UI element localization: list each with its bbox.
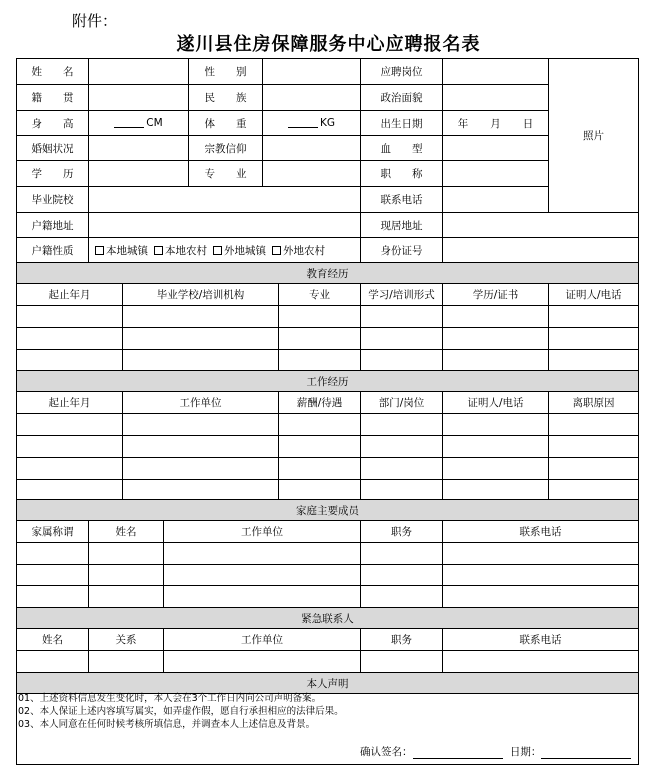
input-weight[interactable] (262, 110, 361, 136)
declaration-section-header: 本人声明 (16, 672, 639, 694)
label-ethnicity: 民 族 (188, 84, 263, 111)
label-religion: 宗教信仰 (188, 135, 263, 161)
input-name[interactable] (88, 58, 189, 85)
input-education[interactable] (88, 160, 189, 187)
label-birth: 出生日期 (360, 110, 443, 136)
work-input-cell[interactable] (548, 435, 639, 458)
family-input-cell[interactable] (88, 585, 164, 608)
family-input-cell[interactable] (88, 542, 164, 565)
work-input-cell[interactable] (360, 413, 443, 436)
input-birth[interactable] (442, 110, 549, 136)
label-education: 学 历 (16, 160, 89, 187)
emergency-input-cell[interactable] (360, 650, 443, 673)
education-input-cell[interactable] (122, 349, 279, 372)
education-col-header: 学习/培训形式 (360, 283, 443, 306)
label-hukou-addr: 户籍地址 (16, 212, 89, 238)
label-hukou-type: 户籍性质 (16, 237, 89, 263)
declaration-line-3: 03、本人同意在任何时候考核所填信息，并调查本人上述信息及背景。 (18, 719, 316, 730)
label-name: 姓 名 (16, 58, 89, 85)
input-title[interactable] (442, 160, 549, 187)
education-input-cell[interactable] (548, 327, 639, 350)
family-section-header: 家庭主要成员 (16, 499, 639, 521)
family-input-cell[interactable] (88, 564, 164, 586)
education-input-cell[interactable] (548, 305, 639, 328)
checkbox-icon[interactable] (213, 246, 222, 255)
work-input-cell[interactable] (442, 413, 549, 436)
work-input-cell[interactable] (442, 435, 549, 458)
education-input-cell[interactable] (278, 349, 361, 372)
emergency-col-header: 工作单位 (163, 628, 361, 651)
education-input-cell[interactable] (442, 305, 549, 328)
family-input-cell[interactable] (16, 542, 89, 565)
emergency-col-header: 关系 (88, 628, 164, 651)
education-col-header: 起止年月 (16, 283, 123, 306)
input-political[interactable] (442, 84, 549, 111)
input-id-no[interactable] (442, 237, 639, 263)
family-input-cell[interactable] (163, 564, 361, 586)
family-input-cell[interactable] (442, 564, 639, 586)
education-input-cell[interactable] (122, 305, 279, 328)
checkbox-icon[interactable] (272, 246, 281, 255)
family-input-cell[interactable] (442, 542, 639, 565)
input-school[interactable] (88, 186, 361, 213)
work-input-cell[interactable] (548, 413, 639, 436)
education-input-cell[interactable] (442, 327, 549, 350)
family-input-cell[interactable] (360, 585, 443, 608)
signature-line[interactable] (413, 748, 503, 759)
input-height[interactable] (88, 110, 189, 136)
hukou-type-options (88, 237, 361, 263)
declaration-line-2: 02、本人保证上述内容填写属实，如弄虚作假，愿自行承担相应的法律后果。 (18, 706, 344, 717)
emergency-input-cell[interactable] (88, 650, 164, 673)
work-col-header: 部门/岗位 (360, 391, 443, 414)
work-input-cell[interactable] (16, 435, 123, 458)
label-current-addr: 现居地址 (360, 212, 443, 238)
hukou-option[interactable] (154, 243, 207, 258)
work-col-header: 离职原因 (548, 391, 639, 414)
family-input-cell[interactable] (442, 585, 639, 608)
hukou-option-label: 本地城镇 (106, 244, 148, 257)
input-hukou-addr[interactable] (88, 212, 361, 238)
education-col-header: 专业 (278, 283, 361, 306)
sign-label: 确认签名： (360, 746, 413, 758)
education-input-cell[interactable] (360, 349, 443, 372)
work-input-cell[interactable] (442, 479, 549, 501)
work-input-cell[interactable] (548, 479, 639, 501)
work-col-header: 证明人/电话 (442, 391, 549, 414)
attachment-label: 附件： (72, 12, 118, 30)
label-gender: 性 别 (188, 58, 263, 85)
month-label: 月 (490, 117, 501, 130)
emergency-col-header: 职务 (360, 628, 443, 651)
work-input-cell[interactable] (360, 435, 443, 458)
label-major: 专 业 (188, 160, 263, 187)
work-input-cell[interactable] (16, 457, 123, 480)
input-current-addr[interactable] (442, 212, 639, 238)
work-section-header: 工作经历 (16, 370, 639, 392)
label-weight: 体 重 (188, 110, 263, 136)
weight-unit: KG (319, 117, 336, 129)
hukou-option[interactable] (95, 243, 148, 258)
education-input-cell[interactable] (16, 327, 123, 350)
family-col-header: 职务 (360, 520, 443, 543)
family-col-header: 家属称谓 (16, 520, 89, 543)
work-input-cell[interactable] (278, 435, 361, 458)
work-input-cell[interactable] (16, 479, 123, 501)
education-col-header: 证明人/电话 (548, 283, 639, 306)
work-input-cell[interactable] (278, 413, 361, 436)
signature-row (360, 744, 631, 759)
emergency-input-cell[interactable] (163, 650, 361, 673)
education-input-cell[interactable] (16, 349, 123, 372)
hukou-option[interactable] (272, 243, 325, 258)
family-input-cell[interactable] (16, 564, 89, 586)
label-blood: 血 型 (360, 135, 443, 161)
emergency-col-header: 姓名 (16, 628, 89, 651)
family-input-cell[interactable] (360, 564, 443, 586)
work-input-cell[interactable] (278, 457, 361, 480)
label-position: 应聘岗位 (360, 58, 443, 85)
label-id-no: 身份证号 (360, 237, 443, 263)
work-input-cell[interactable] (360, 457, 443, 480)
label-native: 籍 贯 (16, 84, 89, 111)
label-political: 政治面貌 (360, 84, 443, 111)
family-input-cell[interactable] (16, 585, 89, 608)
work-col-header: 起止年月 (16, 391, 123, 414)
work-input-cell[interactable] (16, 413, 123, 436)
checkbox-icon[interactable] (95, 246, 104, 255)
work-input-cell[interactable] (122, 479, 279, 501)
education-col-header: 毕业学校/培训机构 (122, 283, 279, 306)
emergency-col-header: 联系电话 (442, 628, 639, 651)
education-input-cell[interactable] (548, 349, 639, 372)
education-input-cell[interactable] (16, 305, 123, 328)
date-label: 日期： (509, 746, 542, 758)
family-input-cell[interactable] (163, 542, 361, 565)
input-blood[interactable] (442, 135, 549, 161)
checkbox-icon[interactable] (154, 246, 163, 255)
form-title: 遂川县住房保障服务中心应聘报名表 (176, 34, 481, 55)
family-col-header: 工作单位 (163, 520, 361, 543)
family-input-cell[interactable] (163, 585, 361, 608)
date-line[interactable] (541, 748, 631, 759)
input-ethnicity[interactable] (262, 84, 361, 111)
work-input-cell[interactable] (278, 479, 361, 501)
label-title: 职 称 (360, 160, 443, 187)
year-label: 年 (457, 117, 469, 130)
input-major[interactable] (262, 160, 361, 187)
work-input-cell[interactable] (548, 457, 639, 480)
declaration-line-1: 01、上述资料信息发生变化时，本人会在3个工作日内向公司声明备案。 (18, 693, 322, 704)
family-col-header: 姓名 (88, 520, 164, 543)
input-native[interactable] (88, 84, 189, 111)
work-input-cell[interactable] (360, 479, 443, 501)
hukou-option-label: 本地农村 (165, 244, 207, 257)
input-contact[interactable] (442, 186, 549, 213)
education-input-cell[interactable] (122, 327, 279, 350)
photo-box[interactable]: 照片 (548, 58, 639, 213)
education-input-cell[interactable] (278, 305, 361, 328)
education-input-cell[interactable] (442, 349, 549, 372)
input-gender[interactable] (262, 58, 361, 85)
work-input-cell[interactable] (122, 413, 279, 436)
hukou-option[interactable] (213, 243, 266, 258)
label-school: 毕业院校 (16, 186, 89, 213)
day-label: 日 (522, 117, 534, 130)
work-col-header: 工作单位 (122, 391, 279, 414)
emergency-input-cell[interactable] (16, 650, 89, 673)
label-height: 身 高 (16, 110, 89, 136)
input-religion[interactable] (262, 135, 361, 161)
label-marital: 婚姻状况 (16, 135, 89, 161)
hukou-option-label: 外地农村 (283, 244, 325, 257)
education-input-cell[interactable] (278, 327, 361, 350)
input-marital[interactable] (88, 135, 189, 161)
education-section-header: 教育经历 (16, 262, 639, 284)
education-input-cell[interactable] (360, 305, 443, 328)
input-position[interactable] (442, 58, 549, 85)
label-contact: 联系电话 (360, 186, 443, 213)
education-col-header: 学历/证书 (442, 283, 549, 306)
work-input-cell[interactable] (122, 435, 279, 458)
family-input-cell[interactable] (360, 542, 443, 565)
education-input-cell[interactable] (360, 327, 443, 350)
work-input-cell[interactable] (122, 457, 279, 480)
emergency-section-header: 紧急联系人 (16, 607, 639, 629)
height-unit: CM (146, 117, 163, 129)
family-col-header: 联系电话 (442, 520, 639, 543)
work-input-cell[interactable] (442, 457, 549, 480)
hukou-option-label: 外地城镇 (224, 244, 266, 257)
emergency-input-cell[interactable] (442, 650, 639, 673)
work-col-header: 薪酬/待遇 (278, 391, 361, 414)
